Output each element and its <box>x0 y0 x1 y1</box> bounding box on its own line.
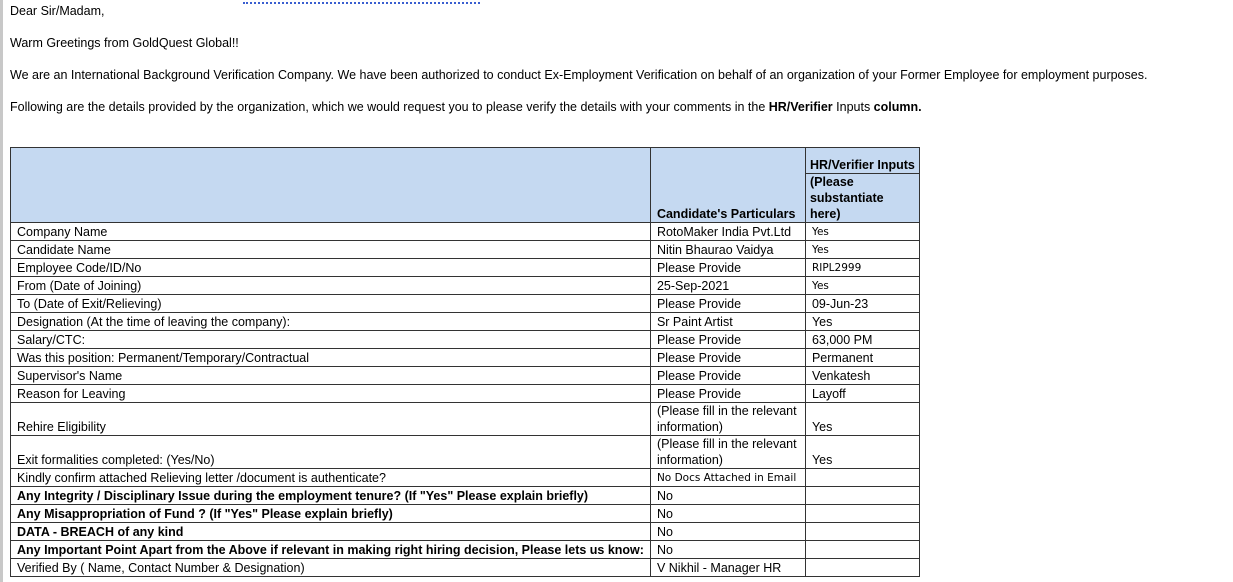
row-candidate-value: 25-Sep-2021 <box>650 277 805 295</box>
row-label: Reason for Leaving <box>11 385 651 403</box>
row-candidate-value: Please Provide <box>650 295 805 313</box>
table-row <box>11 505 920 523</box>
table-row <box>11 469 920 487</box>
row-label: Kindly confirm attached Relieving letter /document is authenticate? <box>11 469 651 487</box>
table-row <box>11 541 920 559</box>
row-candidate-value: Nitin Bhaurao Vaidya <box>650 241 805 259</box>
greeting-text: Dear Sir/Madam, <box>10 4 105 18</box>
table-row <box>11 331 920 349</box>
row-label: Company Name <box>11 223 651 241</box>
row-candidate-value: V Nikhil - Manager HR <box>650 559 805 577</box>
row-hr-value: RIPL2999 <box>805 259 919 277</box>
header-hr-inputs <box>805 148 919 223</box>
row-label: Any Important Point Apart from the Above if relevant in making right hiring decision, Please lets us know: <box>11 541 651 559</box>
warm-greetings-text: Warm Greetings from GoldQuest Global!! <box>10 36 239 50</box>
row-label: Supervisor's Name <box>11 367 651 385</box>
row-hr-value: Yes <box>805 403 919 436</box>
row-candidate-value: No <box>650 505 805 523</box>
row-candidate-value: No <box>650 523 805 541</box>
row-hr-value: Venkatesh <box>805 367 919 385</box>
row-candidate-value: (Please fill in the relevant information) <box>650 403 805 436</box>
row-candidate-value: Please Provide <box>650 331 805 349</box>
intro-paragraph: We are an International Background Verification Company. We have been authorized to conduct Ex-Employment Verification on behalf of an organization of your Former Employee for employment purposes. <box>10 68 1148 82</box>
row-label: Any Misappropriation of Fund ? (If "Yes" Please explain briefly) <box>11 505 651 523</box>
row-candidate-value: No <box>650 541 805 559</box>
header-hr-title: HR/Verifier Inputs <box>809 158 915 172</box>
table-row <box>11 313 920 331</box>
row-candidate-value: (Please fill in the relevant information) <box>650 436 805 469</box>
request-text: Following are the details provided by the organization, which we would request you to please verify the details with your comments in the <box>10 100 769 114</box>
row-hr-value: Yes <box>805 277 919 295</box>
table-row <box>11 403 920 436</box>
row-hr-value: Yes <box>805 223 919 241</box>
row-hr-value: 09-Jun-23 <box>805 295 919 313</box>
table-row <box>11 436 920 469</box>
table-row <box>11 241 920 259</box>
request-text-mid: Inputs <box>832 100 874 114</box>
row-hr-value <box>805 523 919 541</box>
table-row <box>11 523 920 541</box>
table-row <box>11 349 920 367</box>
table-row <box>11 559 920 577</box>
row-hr-value <box>805 469 919 487</box>
row-label: Salary/CTC: <box>11 331 651 349</box>
table-row <box>11 487 920 505</box>
row-hr-value: Yes <box>805 313 919 331</box>
header-hr-subtitle: (Please substantiate here) <box>806 173 919 222</box>
truncated-link[interactable] <box>243 0 480 4</box>
row-hr-value: Permanent <box>805 349 919 367</box>
header-blank-cell <box>11 148 651 223</box>
row-candidate-value: Sr Paint Artist <box>650 313 805 331</box>
row-label: DATA - BREACH of any kind <box>11 523 651 541</box>
row-hr-value: Layoff <box>805 385 919 403</box>
row-label: Employee Code/ID/No <box>11 259 651 277</box>
row-label: Any Integrity / Disciplinary Issue during the employment tenure? (If "Yes" Please explain briefly) <box>11 487 651 505</box>
table-row <box>11 295 920 313</box>
request-bold-column: column. <box>873 100 922 114</box>
row-label: Designation (At the time of leaving the company): <box>11 313 651 331</box>
row-label: Rehire Eligibility <box>11 403 651 436</box>
row-candidate-value: Please Provide <box>650 349 805 367</box>
row-candidate-value: Please Provide <box>650 367 805 385</box>
row-hr-value: Yes <box>805 436 919 469</box>
row-label: From (Date of Joining) <box>11 277 651 295</box>
row-hr-value: 63,000 PM <box>805 331 919 349</box>
table-row <box>11 277 920 295</box>
table-row <box>11 259 920 277</box>
left-border <box>0 0 3 582</box>
verification-table <box>10 147 920 577</box>
row-hr-value <box>805 541 919 559</box>
row-hr-value <box>805 505 919 523</box>
header-candidate-particulars: Candidate's Particulars <box>650 148 805 223</box>
row-label: Verified By ( Name, Contact Number & Designation) <box>11 559 651 577</box>
row-hr-value <box>805 559 919 577</box>
row-candidate-value: Please Provide <box>650 385 805 403</box>
table-row <box>11 385 920 403</box>
row-hr-value <box>805 487 919 505</box>
row-label: Exit formalities completed: (Yes/No) <box>11 436 651 469</box>
row-label: Candidate Name <box>11 241 651 259</box>
table-row <box>11 223 920 241</box>
table-header-row <box>11 148 920 223</box>
row-hr-value: Yes <box>805 241 919 259</box>
row-label: To (Date of Exit/Relieving) <box>11 295 651 313</box>
row-candidate-value: Please Provide <box>650 259 805 277</box>
request-paragraph <box>10 100 922 114</box>
row-candidate-value: No <box>650 487 805 505</box>
row-label: Was this position: Permanent/Temporary/Contractual <box>11 349 651 367</box>
row-candidate-value: No Docs Attached in Email <box>650 469 805 487</box>
request-bold-hr: HR/Verifier <box>768 100 833 114</box>
table-row <box>11 367 920 385</box>
row-candidate-value: RotoMaker India Pvt.Ltd <box>650 223 805 241</box>
